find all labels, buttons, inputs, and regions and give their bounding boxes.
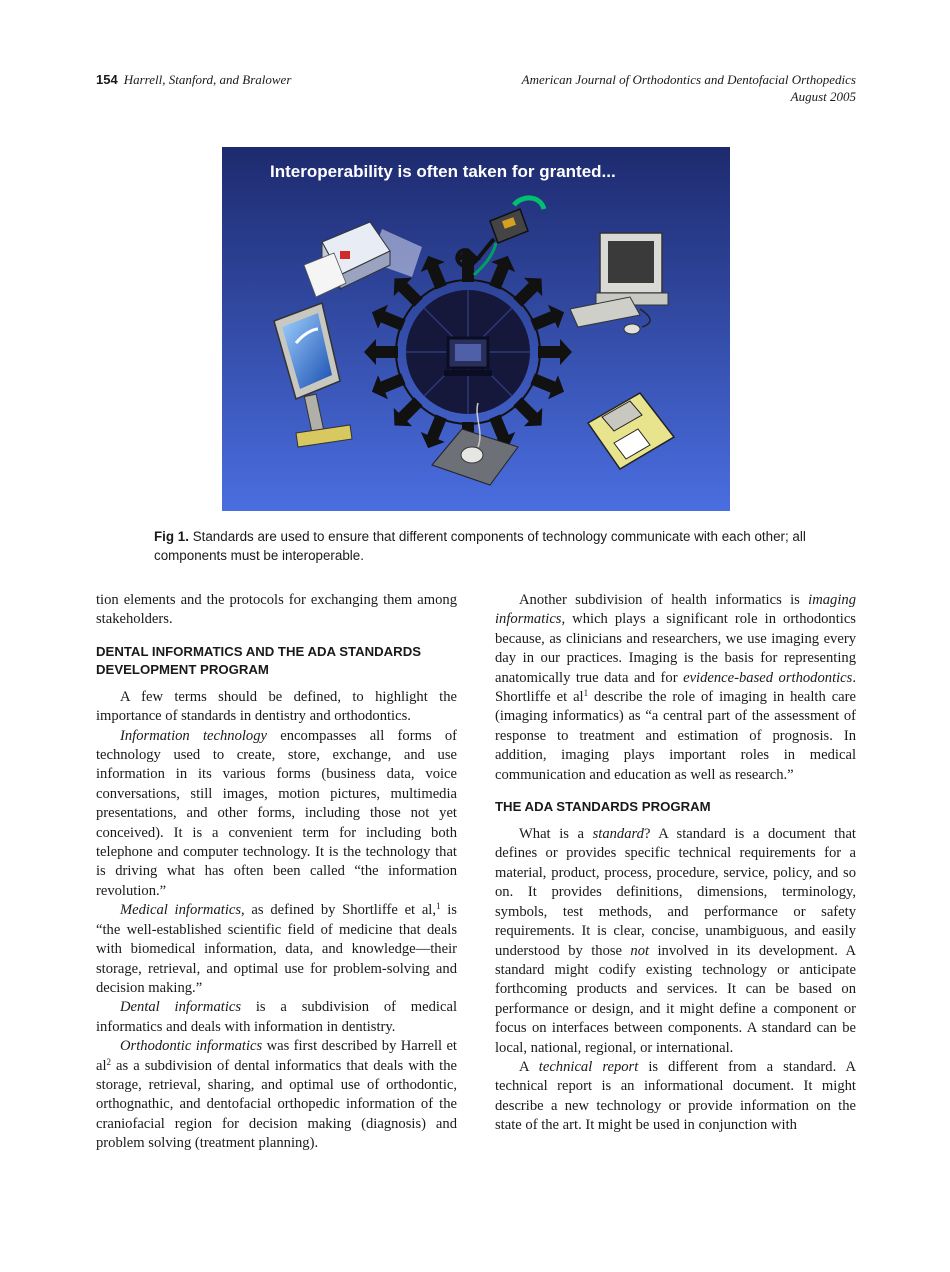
caption-label: Fig 1. (154, 529, 189, 544)
page-number: 154 (96, 72, 118, 87)
author-names: Harrell, Stanford, and Bralower (123, 72, 292, 87)
section-heading: DENTAL INFORMATICS AND THE ADA STANDARDS DEVELOPMENT PROGRAM (96, 643, 422, 677)
text-run: is a subdivision of medical informatics and deals with information in dentistry. (96, 999, 457, 1035)
issue-date: August 2005 (790, 89, 856, 104)
figure-1 (222, 147, 730, 511)
paragraph (495, 1058, 856, 1136)
caption-text: Standards are used to ensure that different components of technology communicate with each other; all components must be interoperable. (154, 529, 806, 563)
text-run: , which plays a significant role in orthodontics because, as clinicians and researchers, we use imaging every day in our practices. Imaging is the basis for representing anatomically true data and for (495, 611, 856, 686)
text-run: Another subdivision of health informatics is (519, 592, 809, 608)
network-hub-icon (364, 248, 572, 456)
slide-title: Interoperability is often taken for granted... (270, 162, 616, 181)
term: Orthodontic informatics (120, 1038, 263, 1055)
left-column (96, 591, 457, 1154)
citation-ref: 1 (436, 901, 441, 912)
term: Information technology (120, 727, 268, 744)
text-run: as a subdivision of dental informatics that deals with the storage, retrieval, sharing, and optimal use of orthodontic, orthognathic, and dentofacial orthopedic information of the craniofacial region for decision making (diagnosis) and problem solving (treatment planning). (96, 1057, 457, 1152)
text-run: is different from a standard. A technical report is an informational document. It might describe a new technology or provide information on the state of the art. It might be used in conjunction with (495, 1058, 857, 1134)
figure-caption (154, 528, 814, 565)
paragraph: tion elements and the protocols for exchanging them among stakeholders. (96, 592, 457, 628)
text-run: ? A standard is a document that defines or provides specific technical requirements for a material, product, process, procedure, service, policy, and so on. It provides definitions, dimensions, terminology, symbols, test methods, and performance or safety requirements. It is clear, concise, unambiguous, and easily understood by those (495, 826, 856, 959)
running-header-left (96, 71, 291, 88)
text-run: describe the role of imaging in health care (imaging informatics) as “a central part of the assessment of response to treatment and estimation of prognosis. In addition, imaging plays important roles in medical communication and education as well as research.” (495, 689, 856, 783)
journal-name: American Journal of Orthodontics and Dentofacial Orthopedics (521, 72, 856, 87)
text-run: involved in its development. A standard might codify existing technology or anticipate forthcoming products and services. It can be based on performance or design, and it might define a component or focus on interfaces between components. A standard can be local, national, regional, or international. (495, 942, 856, 1056)
term: imaging informatics (495, 592, 856, 628)
paragraph (96, 998, 457, 1037)
emphasis: not (630, 942, 650, 959)
text-run: is “the well-established scientific field of medicine that deals with biomedical information, data, and knowledge—their storage, retrieval, and optimal use for problem-solving and decision making.” (96, 902, 457, 996)
paragraph (96, 1037, 457, 1153)
paragraph (96, 727, 457, 902)
term: technical report (538, 1058, 639, 1075)
term: standard (592, 826, 644, 843)
text-run: . Shortliffe et al (495, 669, 856, 706)
text-run: was first described by Harrell et al (96, 1038, 457, 1074)
text-run: encompasses all forms of technology used to create, store, exchange, and use information in its various forms (business data, voice conversations, still images, motion pictures, multimedia presentations, and other forms, including those not yet conceived). It is a convenient term for including both telephone and computer technology. It is the technology that is driving what has often been called “the information revolution.” (96, 727, 458, 899)
paragraph (495, 825, 856, 1058)
figure-1-image (222, 147, 730, 511)
running-header-right (522, 71, 856, 105)
text-run: A (519, 1058, 539, 1075)
paragraph (96, 901, 457, 998)
section-heading: THE ADA STANDARDS PROGRAM (495, 799, 711, 815)
term: Dental informatics (120, 999, 242, 1016)
citation-ref: 1 (583, 688, 589, 699)
term: Medical informatics (120, 902, 242, 919)
paragraph: A few terms should be defined, to highlight the importance of standards in dentistry and orthodontics. (96, 688, 457, 725)
paragraph (495, 591, 856, 785)
right-column (495, 591, 856, 1136)
term: evidence-based orthodontics (683, 669, 853, 686)
citation-ref: 2 (106, 1056, 112, 1067)
text-run: What is a (519, 826, 593, 843)
text-run: , as defined by Shortliffe et al, (241, 902, 437, 919)
